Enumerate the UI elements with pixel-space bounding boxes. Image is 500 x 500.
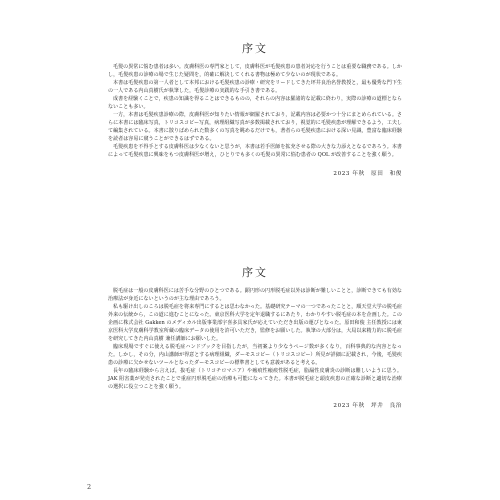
- preface-1-title: 序文: [242, 42, 268, 55]
- preface-1-paragraph: 毛髪疾患を不得手とする皮膚科医は少なくないと思うが，本書は若手医師を拡充させる際の大きな力添えとなるであろう。本書によって毛髪疾患に興味をもつ皮膚科医が増え，ひとりでも多くの毛髪の異常に悩む患者の QOL が改善することを強く願う。: [108, 144, 402, 158]
- preface-1-paragraph: 一方，本書は毛髪疾患診療の際，皮膚科医が知りたい情報が網羅されており，記載内容は必要かつ十分にまとめられている。さらに本書には臨床写真，トリコスコピー写真，病理組織写真が多数掲載されており，視覚的に毛髪疾患が理解できるよう，工夫して編集されている。本書に散りばめられた数多くの写真を眺めるだけでも，著者らの毛髪疾患における深い見識，豊富な臨床経験を読者は容易に窺うことができるはずである。: [108, 112, 402, 142]
- page-number: 2: [87, 483, 92, 491]
- preface-2-paragraph: 脱毛症は一般の皮膚科医には苦手な分野のひとつである。顕円形の円形脱毛症以外は診断が難しいことと，診断できても有効な治療法が身近にないというのが主な理由であろう。: [108, 288, 402, 302]
- preface-1-paragraph: 毛髪の異常に悩む患者は多い。皮膚科医の専門家として，皮膚科医が毛髪疾患の患者対応を行うことは重要な職務である。しかし，毛髪疾患の診療の場で生じた疑問を，的確に解決してくれる書物は極めて少ないのが現状である。: [108, 64, 402, 78]
- preface-2-signature: 2023 年秋 坪井 良治: [333, 403, 402, 409]
- preface-2-paragraph: 私も駆け出しのころは脱毛症を将来専門にするとは思わなかった。基礎研究テーマの一つであったことと，順天堂大学の脱毛症外来の伝統から，この道に進むことになった。東京医科大学を定年退職するにあたり，わかりやすい脱毛症の本を企画した。この企画に株式会社 Gakken のメディカル出版事業部宇喜多具家氏が応えていただき出版の運びとなった。原田和俊 主任教授には東京医科大学皮膚科学教室所蔵の臨床データの使用を許可いただき，監修をお願いした。執筆の大部分は，大局以来精力的に脱毛症を研究してきた内山真樹 兼任講師にお願いした。: [108, 304, 402, 342]
- preface-2-title: 序文: [242, 266, 268, 279]
- preface-1-paragraph: 成書を経験くことで，疾患の知識を得ることはできるものの，それらの内容は羅諸的な記載に終わり，実際の診療の道標とならないことも多い。: [108, 96, 402, 110]
- preface-2: [108, 264, 402, 409]
- preface-1-signature: 2023 年秋 原田 和俊: [333, 171, 402, 177]
- preface-1: [108, 40, 402, 177]
- preface-2-paragraph: 長年の臨床経験から言えば，抜毛症（トリコチロマニア）や瘢痕性瘢痕性脱毛症，脂漏性皮膚炎の診断は難しいように思う。JAK 阻害薬が発売されたことで重症円形脱毛症の治療も可能になってきた。本書が脱毛症と頭皮疾患の正確な診断と適切な治療の選択に役立つことを強く願う。: [108, 368, 402, 390]
- preface-1-paragraph: 本書は毛髪疾患の第一人者として本邦における毛髪疾患の診療・研究をリードしてきた坪井良治名誉教授と，最も優秀な門下生の一人である内山真樹氏が執筆した，毛髪診療の実践的な手引き書である。: [108, 80, 402, 94]
- preface-2-paragraph: 臨床現場ですぐに使える脱毛症ハンドブックを目指したが，当初案より少なうページ数が多くなり，百科事典的な内容となった。しかし，その分，内山講師が得意とする病理組織，ダーモスコピー（トリコスコピー）所見が詳細に記載され，今後，毛髪疾患の診療に欠かせないツールとなったダーモスコピーの標準書としても意義があると考える。: [108, 344, 402, 366]
